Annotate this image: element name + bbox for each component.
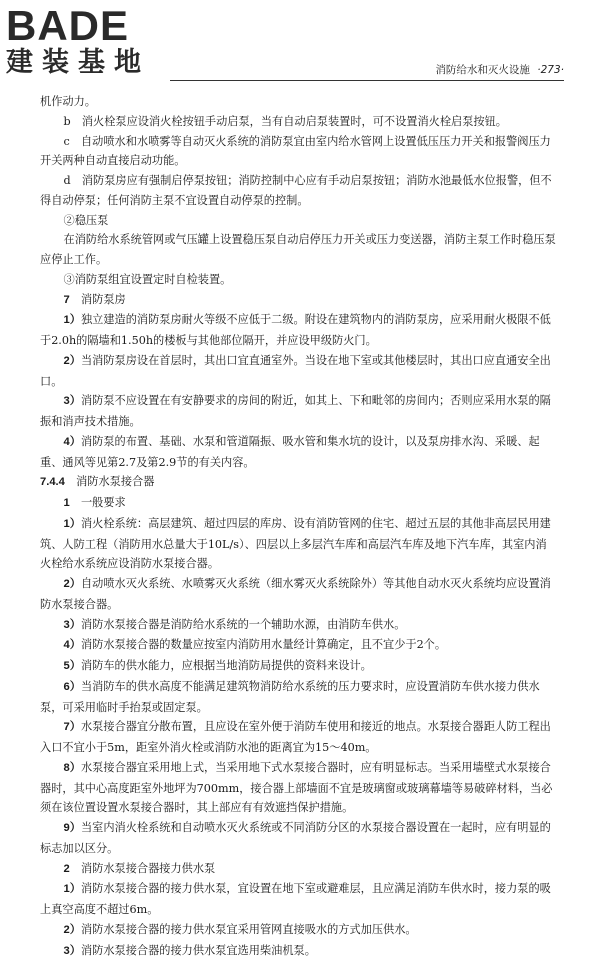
paragraph-number: 2 [64, 863, 70, 875]
paragraph-text: 消防水泵接合器 [65, 475, 155, 488]
paragraph-text: 消防水泵接合器的数量应按室内消防用水量经计算确定，且不宜少于2个。 [81, 638, 446, 651]
paragraph-text: 消防水泵接合器的接力供水泵宜采用管网直接吸水的方式加压供水。 [81, 923, 417, 936]
paragraph-text: 当消防车的供水高度不能满足建筑物消防给水系统的压力要求时，应设置消防车供水接力供水泵，可采用临时手抬泵或固定泵。 [40, 680, 540, 714]
paragraph-text: 在消防给水系统管网或气压罐上设置稳压泵自动启停压力开关或压力变送器，消防主泵工作时稳压泵应停止工作。 [40, 233, 556, 266]
paragraph [40, 656, 556, 677]
paragraph [40, 717, 556, 758]
paragraph-number: 3） [64, 619, 81, 631]
paragraph [40, 92, 556, 112]
paragraph-number: 7） [64, 721, 81, 733]
paragraph [40, 391, 556, 432]
paragraph-text: 一般要求 [70, 496, 126, 509]
paragraph-number: 8） [64, 762, 81, 774]
paragraph-number: 3） [64, 945, 81, 957]
paragraph-number: 1） [64, 883, 81, 895]
paragraph [40, 677, 556, 718]
paragraph [40, 310, 556, 351]
paragraph-number: 4） [64, 436, 81, 448]
paragraph-text: 消防泵房 [70, 293, 126, 306]
paragraph-text: 消防水泵接合器接力供水泵 [70, 862, 215, 875]
paragraph-text: 消防水泵接合器的接力供水泵，宜设置在地下室或避难层，且应满足消防车供水时，接力泵的吸上真空高度不超过6m。 [40, 882, 551, 916]
paragraph-number: 7 [64, 294, 70, 306]
paragraph-number: 7.4.4 [40, 476, 65, 488]
paragraph-number: 2） [64, 355, 81, 367]
paragraph-text: d 消防泵房应有强制启停泵按钮；消防控制中心应有手动启泵按钮；消防水池最低水位报警，但不得自动停泵；任何消防主泵不宜设置自动停泵的控制。 [40, 174, 552, 207]
paragraph [40, 171, 556, 211]
paragraph [40, 493, 556, 514]
paragraph-number: 1 [64, 497, 70, 509]
section-title: 消防给水和灭火设施 [435, 64, 530, 76]
paragraph [40, 230, 556, 270]
paragraph-text: 机作动力。 [40, 95, 96, 108]
paragraph-text: 消火栓系统：高层建筑、超过四层的库房、设有消防管网的住宅、超过五层的其他非高层民用建筑、人防工程（消防用水总量大于10L/s）、四层以上多层汽车库和高层汽车库及地下汽车库，其室内消火栓给水系统应设消防水泵接合器。 [40, 517, 551, 571]
paragraph [40, 472, 556, 493]
paragraph-number: 1） [64, 518, 81, 530]
paragraph-text: ②稳压泵 [64, 214, 109, 227]
paragraph-number: 1） [64, 314, 81, 326]
paragraph [40, 635, 556, 656]
paragraph-number: 2） [64, 578, 81, 590]
paragraph [40, 351, 556, 392]
paragraph-text: 当消防泵房设在首层时，其出口宜直通室外。当设在地下室或其他楼层时，其出口应直通安全出口。 [40, 354, 551, 388]
paragraph-text: c 自动喷水和水喷雾等自动灭火系统的消防泵宜由室内给水管网上设置低压压力开关和报警阀压力开关两种自动直接启动功能。 [40, 135, 551, 168]
paragraph-text: 水泵接合器宜采用地上式，当采用地下式水泵接合器时，应有明显标志。当采用墙壁式水泵接合器时，其中心高度距室外地坪为700mm，接合器上部墙面不宜是玻璃窗或玻璃幕墙等易破碎材料，当必须在该位置设置水泵接合器时，其上部应有有效遮挡保护措施。 [40, 761, 552, 815]
paragraph-text: 消防水泵接合器的接力供水泵宜选用柴油机泵。 [81, 944, 316, 957]
paragraph [40, 859, 556, 880]
paragraph-text: 消防泵不应设置在有安静要求的房间的附近，如其上、下和毗邻的房间内；否则应采用水泵的隔振和消声技术措施。 [40, 394, 551, 428]
paragraph-number: 4） [64, 639, 81, 651]
paragraph [40, 920, 556, 941]
paragraph-text: 当室内消火栓系统和自动喷水灭火系统或不同消防分区的水泵接合器设置在一起时，应有明显的标志加以区分。 [40, 821, 551, 855]
paragraph-number: 6） [64, 681, 81, 693]
paragraph [40, 615, 556, 636]
header-rule [170, 80, 564, 81]
paragraph [40, 574, 556, 615]
paragraph-text: b 消火栓泵应设消火栓按钮手动启泵，当有自动启泵装置时，可不设置消火栓启泵按钮。 [64, 115, 507, 128]
paragraph [40, 112, 556, 132]
paragraph [40, 270, 556, 290]
paragraph-text: 消防水泵接合器是消防给水系统的一个辅助水源，由消防车供水。 [81, 618, 405, 631]
paragraph [40, 818, 556, 859]
paragraph-text: 消防车的供水能力，应根据当地消防局提供的资料来设计。 [81, 659, 372, 672]
paragraph [40, 941, 556, 961]
paragraph-number: 9） [64, 822, 81, 834]
paragraph [40, 211, 556, 231]
paragraph-number: 2） [64, 924, 81, 936]
paragraph-number: 3） [64, 395, 81, 407]
paragraph [40, 132, 556, 172]
page-number: ·273· [537, 64, 564, 76]
paragraph-text: 消防泵的布置、基础、水泵和管道隔振、吸水管和集水坑的设计，以及泵房排水沟、采暖、起重、通风等见第2.7及第2.9节的有关内容。 [40, 435, 540, 469]
logo-wordmark: BADE [6, 4, 178, 48]
paragraph-text: 独立建造的消防泵房耐火等级不应低于二级。附设在建筑物内的消防泵房，应采用耐火极限不低于2.0h的隔墙和1.50h的楼板与其他部位隔开，并应设甲级防火门。 [40, 313, 551, 347]
logo-subtitle: 建装基地 [6, 48, 178, 78]
paragraph [40, 290, 556, 311]
running-header [435, 62, 564, 77]
paragraph [40, 432, 556, 473]
paragraph-text: 自动喷水灭火系统、水喷雾灭火系统（细水雾灭火系统除外）等其他自动水灭火系统均应设置消防水泵接合器。 [40, 577, 551, 611]
paragraph-number: 5） [64, 660, 81, 672]
brand-logo [6, 4, 178, 78]
paragraph-text: ③消防泵组宜设置定时自检装置。 [64, 273, 232, 286]
page-body [40, 92, 556, 961]
paragraph [40, 758, 556, 818]
paragraph [40, 514, 556, 574]
paragraph-text: 水泵接合器宜分散布置，且应设在室外便于消防车使用和接近的地点。水泵接合器距人防工程出入口不宜小于5m，距室外消火栓或消防水池的距离宜为15～40m。 [40, 720, 551, 754]
